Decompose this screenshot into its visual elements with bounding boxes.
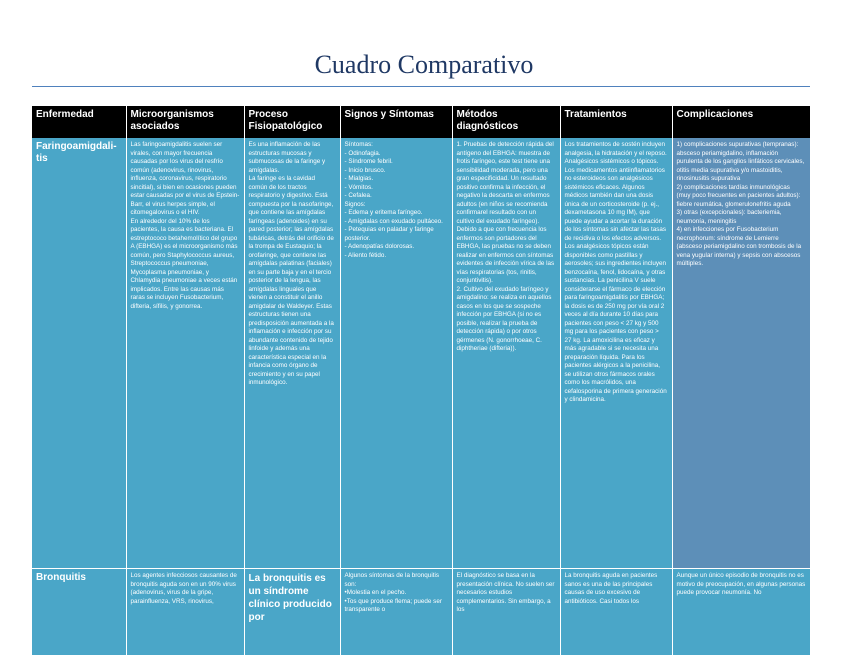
cell-tratamientos: La bronquitis aguda en pacientes sanos es una de las principales causas de uso excesivo de antibióticos. Casi todos los xyxy=(560,569,672,656)
cell-signos: Algunos síntomas de la bronquitis son: •Molestia en el pecho. •Tos que produce flema; puede ser transparente o xyxy=(340,569,452,656)
cell-metodos: El diagnóstico se basa en la presentación clínica. No suelen ser necesarios estudios complementarios. Sin embargo, a los xyxy=(452,569,560,656)
cell-complicaciones: 1) complicaciones supurativas (tempranas): absceso periamigdalino, inflamación purulenta de los ganglios linfáticos cervicales, otitis media supurativa y/o mastoiditis, rinosinusitis supurativa 2) complicaciones tardías inmunológicas (muy poco frecuentes en pacientes adultos): fiebre reumática, glomerulonefritis aguda 3) otras (excepcionales): bacteriemia, neumonía, meningitis 4) en infecciones por Fusobacterium necrophorum: síndrome de Lemierre (absceso periamigdalino con trombosis de la vena yugular interna) y sepsis con abscesos múltiples. xyxy=(672,138,810,569)
header-tratamientos: Tratamientos xyxy=(560,106,672,138)
cell-complicaciones: Aunque un único episodio de bronquitis no es motivo de preocupación, en algunas personas puede provocar neumonía. No xyxy=(672,569,810,656)
page-title: Cuadro Comparativo xyxy=(314,50,534,79)
title-divider xyxy=(32,86,810,87)
cell-proceso: La bronquitis es un síndrome clínico producido por xyxy=(244,569,340,656)
header-enfermedad: Enfermedad xyxy=(32,106,126,138)
cell-microorganismos: Los agentes infecciosos causantes de bronquitis aguda son en un 90% virus (adenovirus, virus de la gripe, parainfluenza, VRS, rinovirus, xyxy=(126,569,244,656)
cell-tratamientos: Los tratamientos de sostén incluyen analgesia, la hidratación y el reposo. Analgésicos sistémicos o tópicos. Los medicamentos antiinflamatorios no esteroideos son analgésicos sistémicos eficaces. Algunos médicos también dan una dosis única de un corticosteroide (p. ej., dexametasona 10 mg IM), que puede ayudar a acortar la duración de los síntomas sin afectar las tasas de recidiva o los efectos adversos. Los analgésicos tópicos están disponibles como pastillas y aerosoles; sus ingredientes incluyen benzocaína, fenol, lidocaína, y otras sustancias. La penicilina V suele considerarse el fármaco de elección para faringoamigdalitis por EBHGA; la dosis es de 250 mg por vía oral 2 veces al día durante 10 días para pacientes con peso < 27 kg y 500 mg para los pacientes con peso > 27 kg. La amoxicilina es eficaz y más agradable si se necesita una preparación líquida. Para los pacientes alérgicos a la penicilina, se utilizan otros fármacos orales como los macrólidos, una cefalosporina de primera generación y clindamicina. xyxy=(560,138,672,569)
cell-proceso: Es una inflamación de las estructuras mucosas y submucosas de la faringe y amígdalas. La faringe es la cavidad común de los tractos respiratorio y digestivo. Está compuesta por la nasofaringe, que contiene las amígdalas faríngeas (adenoides) en su pared posterior; las amígdalas tubáricas, detrás del orificio de la trompa de Eustaquio; la orofaringe, que contiene las amígdalas palatinas (faciales) en su parte baja y en el tercio posterior de la lengua, las amígdalas linguales que vienen a constituir el anillo amigdalar de Waldeyer. Estas estructuras tienen una predisposición aumentada a la inflamación e infección por su abundante contenido de tejido linfoide y además una característica especial en la infancia como órgano de crecimiento y en su papel inmunológico. xyxy=(244,138,340,569)
cell-enfermedad: Bronquitis xyxy=(32,569,126,656)
cell-enfermedad: Faringoamigdali-tis xyxy=(32,138,126,569)
header-microorganismos: Microorganismos asociados xyxy=(126,106,244,138)
cell-signos: Síntomas: - Odinofagia. - Síndrome febril. - Inicio brusco. - Mialgias. - Vómitos. - Cefalea. Signos: - Edema y eritema faríngeo. - Amígdalas con exudado pultáceo. - Petequias en paladar y faringe posterior. - Adenopatías dolorosas. - Aliento fétido. xyxy=(340,138,452,569)
header-metodos: Métodos diagnósticos xyxy=(452,106,560,138)
cell-metodos: 1. Pruebas de detección rápida del antígeno del EBHGA: muestra de frotis faríngeo, este test tiene una sensibilidad moderada, pero una gran especificidad. Un resultado positivo confirma la infección, el negativo la descarta en enfermos adultos (en niños se recomienda confirmarel resultado con un cultivo del exudado faríngeo). Debido a que con frecuencia los enfermos son portadores del EBHGA, las pruebas no se deben realizar en enfermos con síntomas evidentes de infección vírica de las vías respiratorias (tos, rinitis, conjuntivitis). 2. Cultivo del exudado faríngeo y amigdalino: se realiza en aquellos casos en los que se sospeche infección por EBHGA (si no es posible, realizar la prueba de detección rápida) o por otros gérmenes (N. gonorrhoeae, C. diphtheriae (difteria)). xyxy=(452,138,560,569)
header-proceso: Proceso Fisiopatológico xyxy=(244,106,340,138)
table-row xyxy=(32,138,810,569)
table-row xyxy=(32,569,810,656)
table-header-row xyxy=(32,106,810,138)
header-signos: Signos y Síntomas xyxy=(340,106,452,138)
comparison-table xyxy=(32,106,811,656)
header-complicaciones: Complicaciones xyxy=(672,106,810,138)
cell-microorganismos: Las faringoamigdalitis suelen ser virales, con mayor frecuencia causadas por los virus del resfrío común (adenovirus, rinovirus, influenza, coronavirus, respiratorio sincitial), si bien en ocasiones pueden estar causadas por el virus de Epstein-Barr, el virus herpes simple, el citomegalovirus o el HIV. En alrededor del 10% de los pacientes, la causa es bacteriana. El estreptococo betahemolítico del grupo A (EBHGA) es el microorganismo más común, pero Staphylococcus aureus, Streptococcus pneumoniae, Mycoplasma pneumoniae, y Chlamydia pneumoniae a veces están implicados. Entre las causas más raras se incluyen Fusobacterium, difteria, sífilis, y gonorrea. xyxy=(126,138,244,569)
